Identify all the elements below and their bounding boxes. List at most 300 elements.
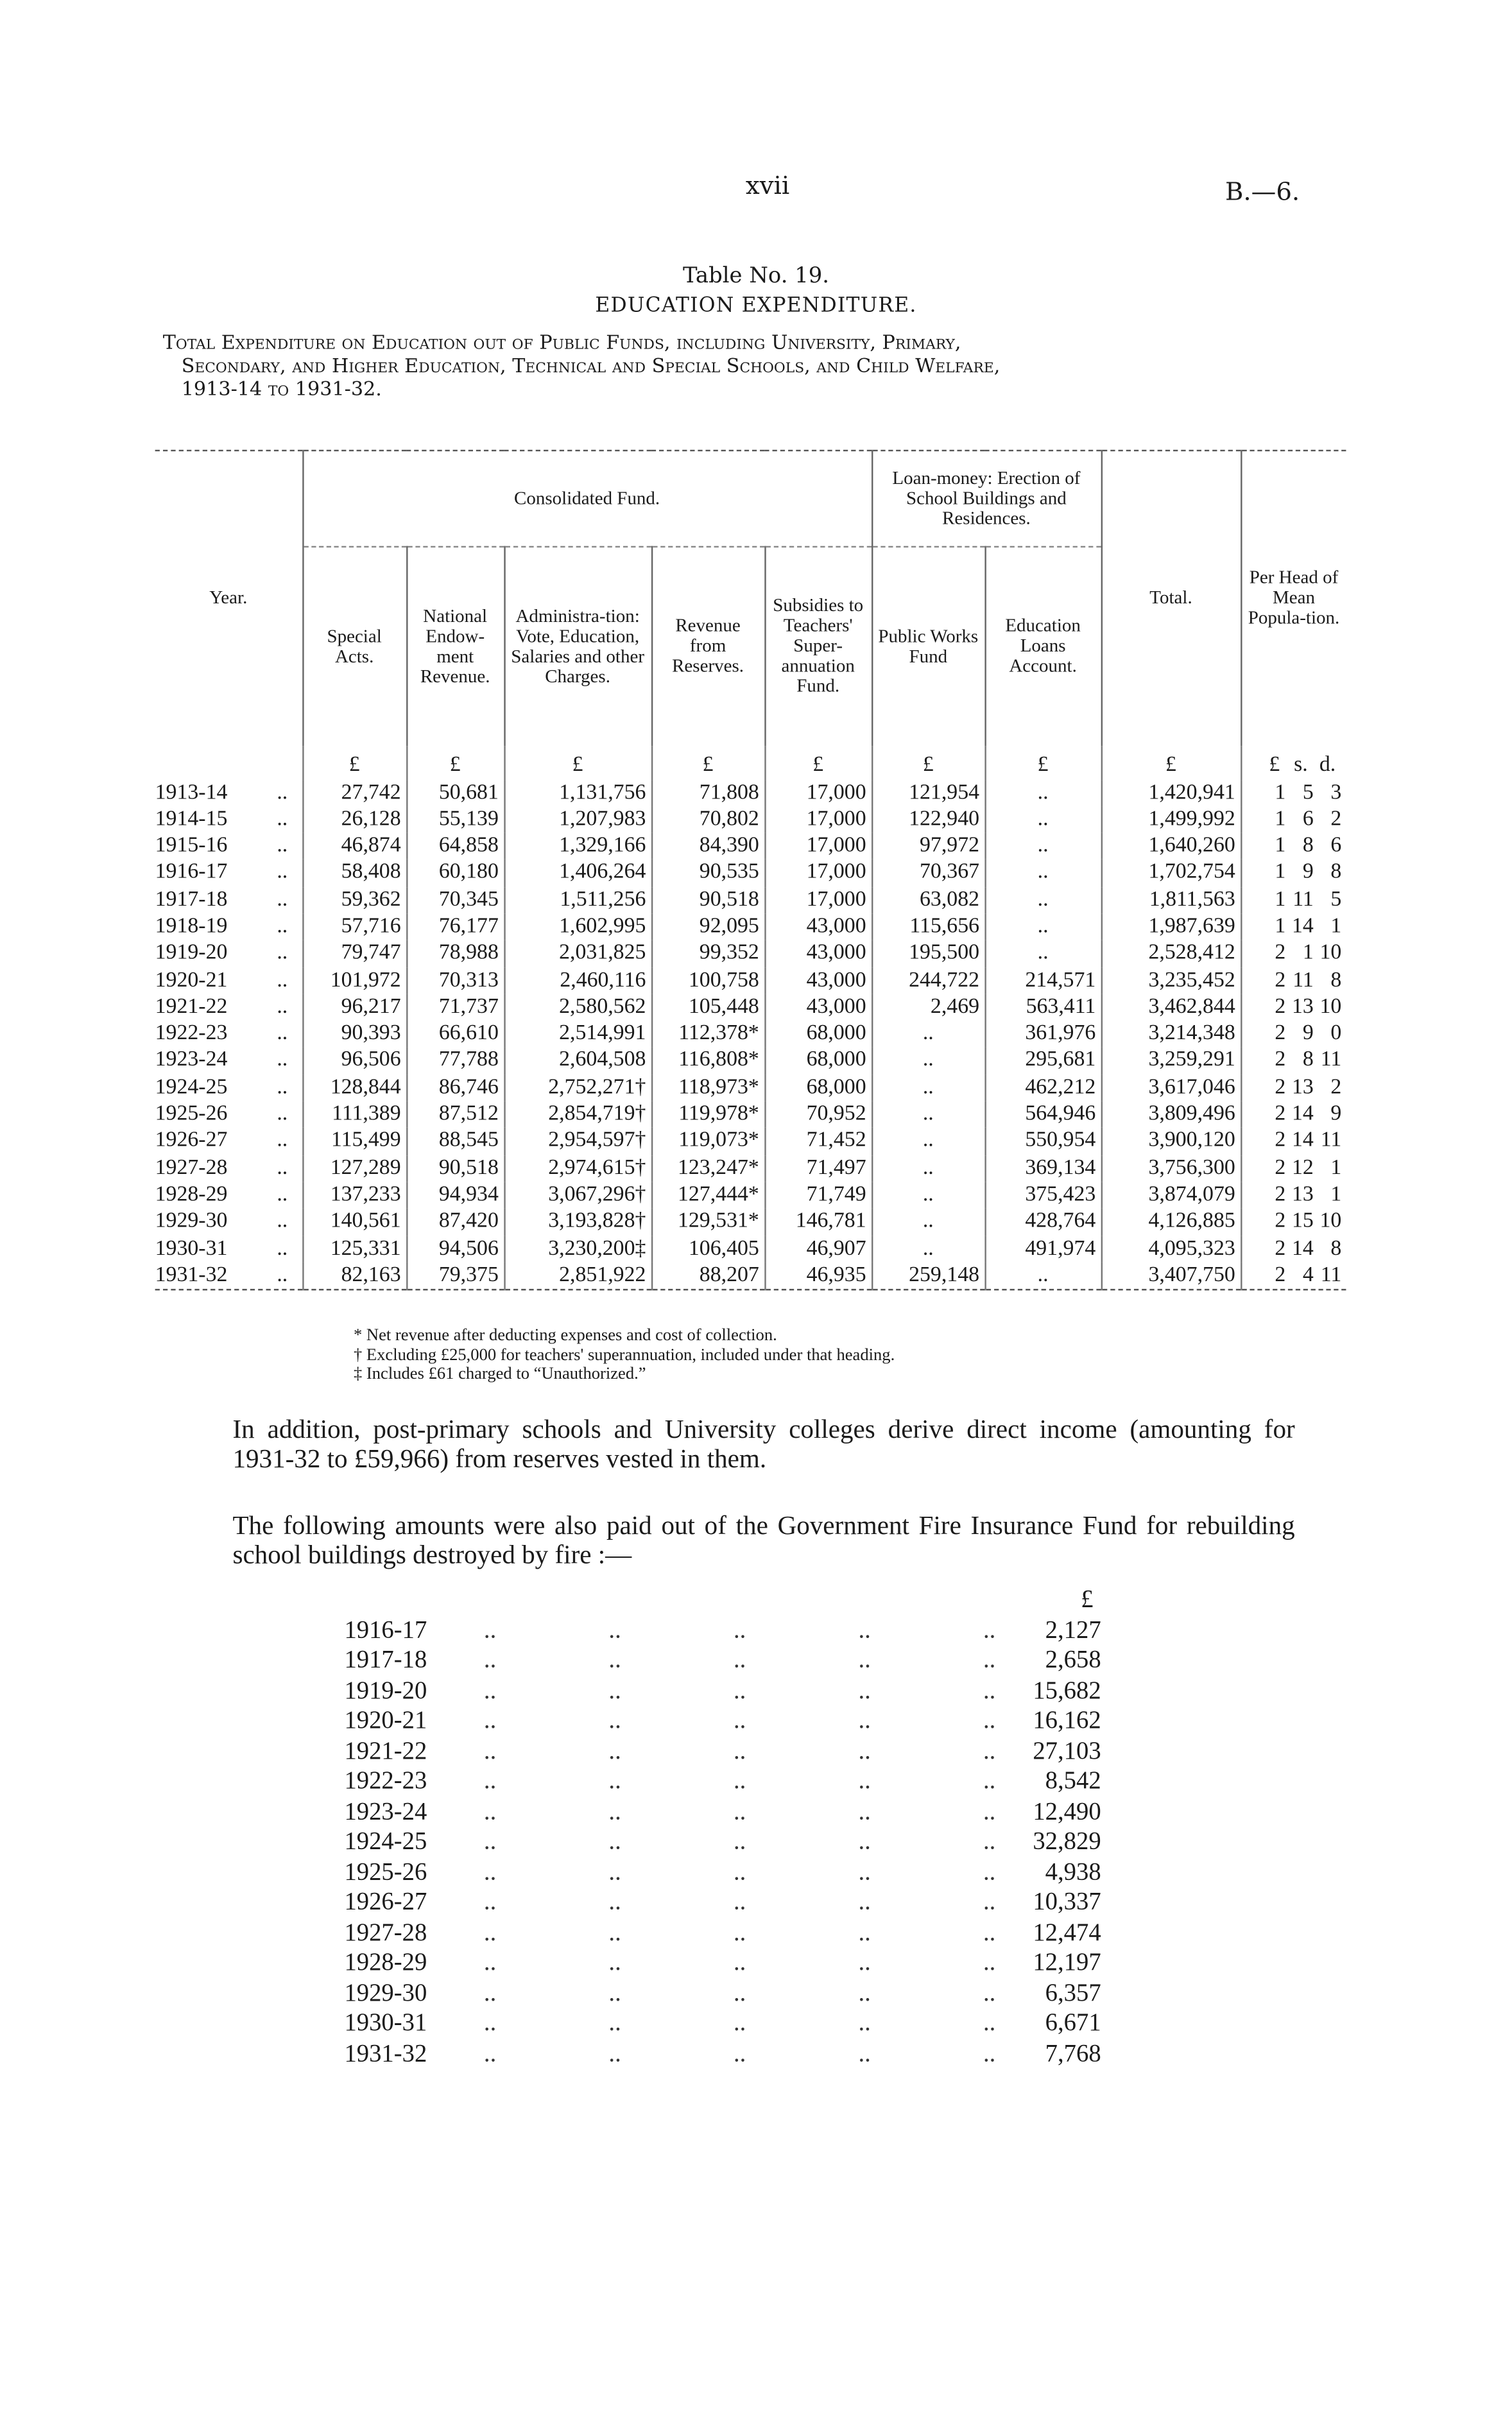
fire-insurance-row [344,1706,1112,1736]
leader-dots: .. [983,1707,996,1734]
leader-dots: .. [858,1889,871,1916]
table-number: Table No. 19. [682,263,830,289]
admin-cell: 1,329,166 [504,833,651,860]
total-cell: 3,214,348 [1101,1021,1241,1048]
special-cell: 111,389 [302,1101,406,1128]
fire-year: 1920-21 [344,1707,427,1734]
fire-amount: 6,357 [1045,1979,1101,2006]
fire-year: 1921-22 [344,1738,427,1764]
total-cell: 3,235,452 [1101,967,1241,994]
leader-dots: .. [608,1979,621,2006]
national-cell: 50,681 [406,779,504,806]
national-cell: 87,512 [406,1101,504,1128]
document-reference: B.—6. [1224,177,1300,207]
per-head-cell: 2 11 8 [1241,967,1346,994]
special-cell: 101,972 [302,967,406,994]
special-cell: 115,499 [302,1128,406,1155]
fire-year: 1925-26 [344,1859,427,1886]
table-title: EDUCATION EXPENDITURE. [595,295,917,318]
col-header-national-endowment: National Endow-ment Revenue. [406,547,504,745]
table-row [155,1021,1346,1048]
revenue-cell: 99,352 [651,940,764,967]
leader-dots: .. [858,1859,871,1886]
admin-cell: 1,602,995 [504,913,651,940]
leader-dots: .. [608,1798,621,1825]
loans-cell: 295,681 [984,1048,1101,1074]
year-cell: 1923-24 .. [155,1049,288,1073]
leader-dots: .. [983,1979,996,2006]
total-cell: 1,640,260 [1101,833,1241,860]
total-cell: 4,095,323 [1101,1236,1241,1263]
public-works-cell: 121,954 [872,779,984,806]
fire-amount: 12,474 [1033,1919,1101,1946]
col-header-per-head: Per Head of Mean Popula-tion. [1241,451,1346,745]
subsidies-cell: 68,000 [764,1074,872,1101]
table-row [155,806,1346,833]
leader-dots: .. [608,2040,621,2067]
year-cell: 1919-20 .. [155,942,288,965]
leader-dots: .. [483,1647,497,1674]
fire-amount: 7,768 [1045,2040,1101,2067]
fire-insurance-row [344,1646,1112,1676]
subsidies-cell: 17,000 [764,779,872,806]
leader-dots: .. [733,1949,746,1976]
admin-cell: 1,511,256 [504,886,651,913]
unit-label: £ [764,745,872,779]
table-row [155,994,1346,1021]
fire-amount: 8,542 [1045,1768,1101,1795]
leader-dots: .. [983,1677,996,1704]
special-cell: 82,163 [302,1263,406,1290]
admin-cell: 2,604,508 [504,1048,651,1074]
year-cell: 1914-15 .. [155,807,288,831]
leader-dots: .. [483,1979,497,2006]
fire-insurance-row [344,1978,1112,2008]
fire-year: 1929-30 [344,1979,427,2006]
loans-cell: 428,764 [984,1209,1101,1236]
revenue-cell: 92,095 [651,913,764,940]
total-cell: 2,528,412 [1101,940,1241,967]
table-row [155,860,1346,887]
national-cell: 94,934 [406,1182,504,1209]
leader-dots: .. [608,1889,621,1916]
leader-dots: .. [483,1889,497,1916]
col-header-education-loans: Education Loans Account. [984,547,1101,745]
public-works-cell: 195,500 [872,940,984,967]
per-head-cell: 1 8 6 [1241,833,1346,860]
special-cell: 140,561 [302,1209,406,1236]
loans-cell: 564,946 [984,1101,1101,1128]
admin-cell: 1,406,264 [504,860,651,887]
leader-dots: .. [983,1738,996,1764]
special-cell: 26,128 [302,806,406,833]
per-head-unit-labels: £ s. d. [1241,745,1346,779]
per-head-cell: 2 4 11 [1241,1263,1346,1290]
special-cell: 137,233 [302,1182,406,1209]
leader-dots: .. [858,1768,871,1795]
leader-dots: .. [983,2010,996,2037]
leader-dots: .. [608,2010,621,2037]
leader-dots: .. [733,1859,746,1886]
public-works-cell: 2,469 [872,994,984,1021]
fire-year: 1928-29 [344,1949,427,1976]
public-works-cell: 63,082 [872,886,984,913]
total-cell: 3,756,300 [1101,1155,1241,1182]
unit-label: £ [984,745,1101,779]
national-cell: 70,345 [406,886,504,913]
special-cell: 127,289 [302,1155,406,1182]
leader-dots: .. [608,1828,621,1856]
public-works-cell: .. [872,1182,984,1209]
public-works-cell: .. [872,1236,984,1263]
revenue-cell: 127,444* [651,1182,764,1209]
admin-cell: 2,752,271† [504,1074,651,1101]
leader-dots: .. [733,2040,746,2067]
special-cell: 128,844 [302,1074,406,1101]
revenue-cell: 70,802 [651,806,764,833]
fire-year: 1919-20 [344,1677,427,1704]
fire-amount: 10,337 [1033,1889,1101,1916]
public-works-cell: .. [872,1074,984,1101]
fire-insurance-row [344,2039,1112,2069]
subsidies-cell: 70,952 [764,1101,872,1128]
subsidies-cell: 17,000 [764,806,872,833]
subsidies-cell: 71,497 [764,1155,872,1182]
total-cell: 1,499,992 [1101,806,1241,833]
subsidies-cell: 146,781 [764,1209,872,1236]
revenue-cell: 112,378* [651,1021,764,1048]
unit-label: £ [504,745,651,779]
leader-dots: .. [483,1949,497,1976]
footnote: ‡ Includes £61 charged to “Unauthorized.” [353,1365,646,1384]
admin-cell: 2,031,825 [504,940,651,967]
col-header-administration: Administra-tion: Vote, Education, Salaries and other Charges. [504,547,651,745]
revenue-cell: 90,518 [651,886,764,913]
leader-dots: .. [483,1707,497,1734]
year-cell: 1928-29 .. [155,1183,288,1207]
subsidies-cell: 17,000 [764,886,872,913]
national-cell: 79,375 [406,1263,504,1290]
loans-cell: 550,954 [984,1128,1101,1155]
national-cell: 87,420 [406,1209,504,1236]
leader-dots: .. [733,1828,746,1856]
total-cell: 1,811,563 [1101,886,1241,913]
loans-cell: 214,571 [984,967,1101,994]
total-cell: 4,126,885 [1101,1209,1241,1236]
public-works-cell: 70,367 [872,860,984,887]
year-cell: 1931-32 .. [155,1263,288,1288]
special-cell: 125,331 [302,1236,406,1263]
fire-insurance-row [344,1918,1112,1948]
subsidies-cell: 46,907 [764,1236,872,1263]
group-header-consolidated: Consolidated Fund. [302,451,872,547]
national-cell: 71,737 [406,994,504,1021]
fire-amount: 32,829 [1033,1828,1101,1856]
revenue-cell: 106,405 [651,1236,764,1263]
leader-dots: .. [483,2040,497,2067]
public-works-cell: .. [872,1021,984,1048]
year-cell: 1917-18 .. [155,888,288,912]
leader-dots: .. [858,1647,871,1674]
fire-insurance-row [344,1766,1112,1797]
unit-label: £ [1101,745,1241,779]
loans-cell: .. [984,940,1101,967]
leader-dots: .. [733,1617,746,1644]
leader-dots: .. [733,2010,746,2037]
fire-insurance-list [344,1585,1112,2069]
admin-cell: 3,067,296† [504,1182,651,1209]
leader-dots: .. [983,1949,996,1976]
subsidies-cell: 43,000 [764,967,872,994]
national-cell: 60,180 [406,860,504,887]
leader-dots: .. [858,1949,871,1976]
fire-year: 1931-32 [344,2040,427,2067]
table-row [155,1155,1346,1182]
per-head-cell: 2 15 10 [1241,1209,1346,1236]
fire-insurance-row [344,1888,1112,1918]
per-head-cell: 2 13 2 [1241,1074,1346,1101]
national-cell: 90,518 [406,1155,504,1182]
leader-dots: .. [733,1798,746,1825]
leader-dots: .. [858,1677,871,1704]
leader-dots: .. [983,1828,996,1856]
table-row [155,886,1346,913]
subsidies-cell: 43,000 [764,913,872,940]
leader-dots: .. [858,1798,871,1825]
fire-insurance-row [344,1676,1112,1706]
leader-dots: .. [608,1738,621,1764]
public-works-cell: .. [872,1101,984,1128]
leader-dots: .. [858,1707,871,1734]
footnote: * Net revenue after deducting expenses and cost of collection. [353,1326,777,1345]
year-cell: 1913-14 .. [155,780,288,804]
leader-dots: .. [858,1979,871,2006]
year-cell: 1926-27 .. [155,1130,288,1153]
per-head-cell: 2 14 8 [1241,1236,1346,1263]
year-cell: 1921-22 .. [155,996,288,1019]
table-row [155,913,1346,940]
leader-dots: .. [483,1919,497,1946]
fire-year: 1917-18 [344,1647,427,1674]
leader-dots: .. [983,1647,996,1674]
leader-dots: .. [483,1798,497,1825]
revenue-cell: 119,073* [651,1128,764,1155]
table-row [155,967,1346,994]
revenue-cell: 88,207 [651,1263,764,1290]
fire-year: 1924-25 [344,1828,427,1856]
per-head-cell: 2 1 10 [1241,940,1346,967]
subsidies-cell: 68,000 [764,1021,872,1048]
leader-dots: .. [858,2040,871,2067]
subtitle-line: Total Expenditure on Education out of Public Funds, including University, Primary, [162,330,961,354]
public-works-cell: 122,940 [872,806,984,833]
fire-amount: 16,162 [1033,1707,1101,1734]
paragraph-direct-income: In addition, post-primary schools and University colleges derive direct income (amounting for 1931-32 to £59,966) from reserves vested in them. [232,1414,1295,1474]
fire-amount: 2,658 [1045,1647,1101,1674]
subsidies-cell: 17,000 [764,833,872,860]
special-cell: 96,506 [302,1048,406,1074]
revenue-cell: 116,808* [651,1048,764,1074]
loans-cell: .. [984,1263,1101,1290]
group-header-loan-money: Loan-money: Erection of School Buildings and Residences. [872,451,1101,547]
year-cell: 1929-30 .. [155,1210,288,1234]
loans-cell: 369,134 [984,1155,1101,1182]
revenue-cell: 129,531* [651,1209,764,1236]
admin-cell: 3,193,828† [504,1209,651,1236]
leader-dots: .. [483,1738,497,1764]
national-cell: 88,545 [406,1128,504,1155]
loans-cell: .. [984,833,1101,860]
leader-dots: .. [608,1859,621,1886]
fire-insurance-row [344,1948,1112,1978]
fire-insurance-row [344,1858,1112,1888]
per-head-cell: 1 9 8 [1241,860,1346,887]
loans-cell: 462,212 [984,1074,1101,1101]
fire-amount: 2,127 [1045,1617,1101,1644]
special-cell: 96,217 [302,994,406,1021]
unit-label: £ [651,745,764,779]
total-cell: 3,874,079 [1101,1182,1241,1209]
revenue-cell: 90,535 [651,860,764,887]
total-cell: 3,462,844 [1101,994,1241,1021]
public-works-cell: .. [872,1209,984,1236]
fire-year: 1922-23 [344,1768,427,1795]
total-cell: 3,617,046 [1101,1074,1241,1101]
leader-dots: .. [858,1919,871,1946]
national-cell: 66,610 [406,1021,504,1048]
subsidies-cell: 43,000 [764,994,872,1021]
public-works-cell: 259,148 [872,1263,984,1290]
year-cell: 1922-23 .. [155,1022,288,1046]
expenditure-table [155,450,1346,1291]
loans-cell: .. [984,779,1101,806]
unit-row [155,745,1346,779]
leader-dots: .. [483,1768,497,1795]
unit-label: £ [1081,1586,1094,1614]
subsidies-cell: 17,000 [764,860,872,887]
table-row [155,1263,1346,1290]
leader-dots: .. [858,2010,871,2037]
leader-dots: .. [858,1738,871,1764]
footnote: † Excluding £25,000 for teachers' superannuation, included under that heading. [353,1345,895,1365]
admin-cell: 1,207,983 [504,806,651,833]
leader-dots: .. [983,1889,996,1916]
fire-insurance-row [344,1827,1112,1858]
leader-dots: .. [733,1647,746,1674]
public-works-cell: 115,656 [872,913,984,940]
table-row [155,779,1346,806]
col-header-public-works: Public Works Fund [872,547,984,745]
leader-dots: .. [483,1617,497,1644]
per-head-cell: 2 8 11 [1241,1048,1346,1074]
revenue-cell: 105,448 [651,994,764,1021]
subsidies-cell: 43,000 [764,940,872,967]
year-cell: 1920-21 .. [155,969,288,992]
special-cell: 90,393 [302,1021,406,1048]
fire-unit-row [344,1585,1112,1616]
leader-dots: .. [483,1828,497,1856]
leader-dots: .. [983,1617,996,1644]
public-works-cell: .. [872,1048,984,1074]
total-cell: 3,900,120 [1101,1128,1241,1155]
national-cell: 94,506 [406,1236,504,1263]
loans-cell: 361,976 [984,1021,1101,1048]
revenue-cell: 119,978* [651,1101,764,1128]
public-works-cell: .. [872,1128,984,1155]
subsidies-cell: 71,749 [764,1182,872,1209]
fire-amount: 27,103 [1033,1738,1101,1764]
fire-insurance-row [344,1736,1112,1766]
leader-dots: .. [858,1617,871,1644]
national-cell: 86,746 [406,1074,504,1101]
leader-dots: .. [608,1647,621,1674]
total-cell: 3,259,291 [1101,1048,1241,1074]
per-head-cell: 2 13 10 [1241,994,1346,1021]
fire-year: 1926-27 [344,1889,427,1916]
table-row [155,833,1346,860]
leader-dots: .. [983,1919,996,1946]
per-head-cell: 2 14 11 [1241,1128,1346,1155]
special-cell: 46,874 [302,833,406,860]
per-head-cell: 1 11 5 [1241,886,1346,913]
public-works-cell: .. [872,1155,984,1182]
revenue-cell: 118,973* [651,1074,764,1101]
loans-cell: 375,423 [984,1182,1101,1209]
leader-dots: .. [733,1738,746,1764]
total-cell: 3,407,750 [1101,1263,1241,1290]
revenue-cell: 71,808 [651,779,764,806]
fire-year: 1916-17 [344,1617,427,1644]
special-cell: 27,742 [302,779,406,806]
per-head-cell: 2 9 0 [1241,1021,1346,1048]
fire-year: 1927-28 [344,1919,427,1946]
special-cell: 59,362 [302,886,406,913]
fire-amount: 12,490 [1033,1798,1101,1825]
table-subtitle [163,331,1350,401]
per-head-cell: 1 5 3 [1241,779,1346,806]
col-header-special-acts: Special Acts. [302,547,406,745]
leader-dots: .. [608,1949,621,1976]
leader-dots: .. [983,1768,996,1795]
year-cell: 1927-28 .. [155,1156,288,1180]
fire-year: 1930-31 [344,2010,427,2037]
public-works-cell: 244,722 [872,967,984,994]
paragraph-fire-insurance: The following amounts were also paid out of the Government Fire Insurance Fund for rebuilding school buildings destroyed by fire :— [232,1510,1295,1570]
loans-cell: .. [984,806,1101,833]
loans-cell: .. [984,886,1101,913]
national-cell: 77,788 [406,1048,504,1074]
admin-cell: 2,954,597† [504,1128,651,1155]
table-row [155,1182,1346,1209]
public-works-cell: 97,972 [872,833,984,860]
subsidies-cell: 46,935 [764,1263,872,1290]
national-cell: 55,139 [406,806,504,833]
per-head-cell: 1 14 1 [1241,913,1346,940]
table-row [155,1048,1346,1074]
special-cell: 57,716 [302,913,406,940]
fire-amount: 12,197 [1033,1949,1101,1976]
leader-dots: .. [733,1677,746,1704]
fire-insurance-row [344,1616,1112,1646]
leader-dots: .. [608,1617,621,1644]
fire-insurance-row [344,2008,1112,2039]
year-cell: 1930-31 .. [155,1237,288,1261]
leader-dots: .. [733,1707,746,1734]
leader-dots: .. [858,1828,871,1856]
leader-dots: .. [483,2010,497,2037]
leader-dots: .. [608,1707,621,1734]
subtitle-line: Secondary, and Higher Education, Technical and Special Schools, and Child Welfare, [181,353,1001,377]
